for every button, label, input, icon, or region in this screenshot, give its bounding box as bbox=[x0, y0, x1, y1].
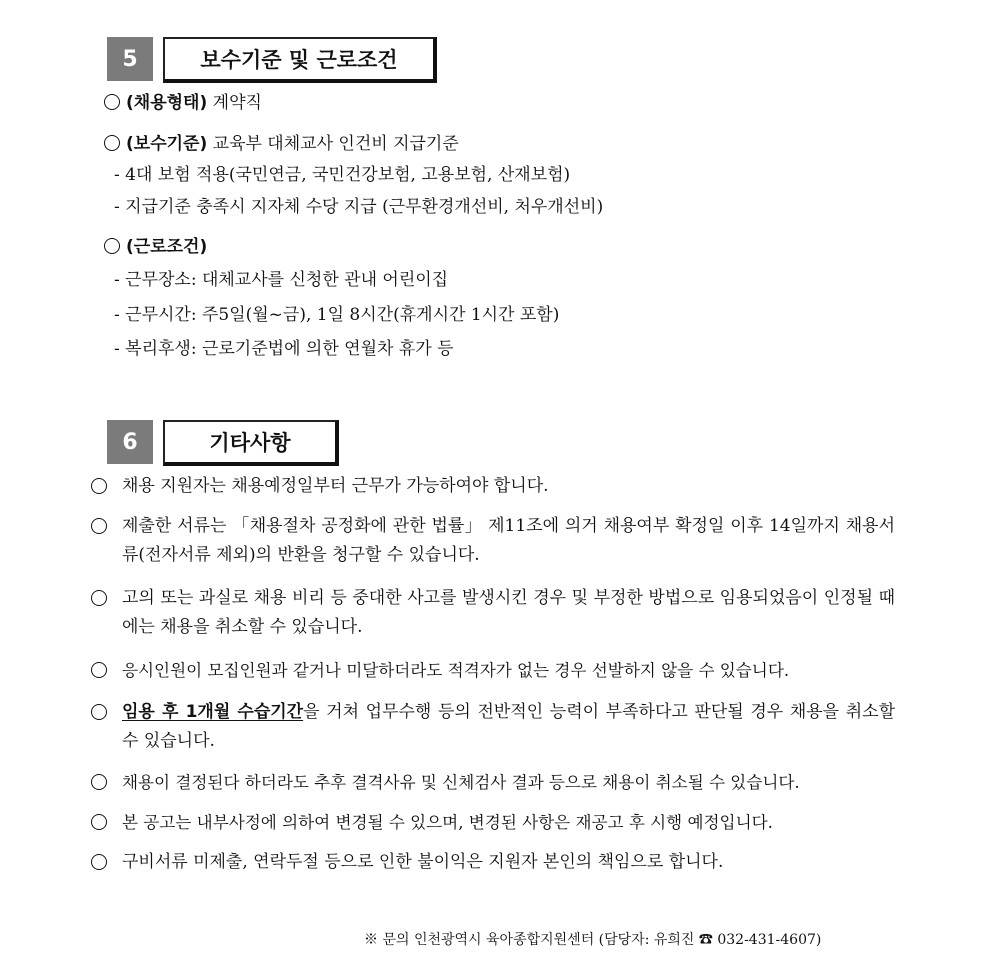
circle-bullet-icon bbox=[91, 704, 107, 720]
phone-icon: ☎ bbox=[698, 932, 713, 948]
circle-bullet-icon bbox=[91, 662, 107, 678]
pay-bullet: - 4대 보험 적용(국민연금, 국민건강보험, 고용보험, 산재보험) bbox=[114, 165, 571, 185]
circle-bullet-icon bbox=[91, 854, 107, 870]
circle-bullet-icon bbox=[104, 94, 120, 110]
probation-emphasis: 임용 후 1개월 수습기간 bbox=[122, 702, 304, 722]
section-title: 보수기준 및 근로조건 bbox=[163, 37, 437, 83]
circle-bullet-icon bbox=[104, 135, 120, 151]
reference-mark: ※ bbox=[364, 932, 378, 948]
section-title: 기타사항 bbox=[163, 420, 339, 466]
circle-bullet-icon bbox=[91, 590, 107, 606]
conditions-bullet: - 복리후생: 근로기준법에 의한 연월차 휴가 등 bbox=[114, 339, 454, 359]
section-number: 5 bbox=[107, 37, 153, 81]
section-number: 6 bbox=[107, 420, 153, 464]
circle-bullet-icon bbox=[91, 814, 107, 830]
circle-bullet-icon bbox=[91, 478, 107, 494]
circle-bullet-icon bbox=[91, 518, 107, 534]
circle-bullet-icon bbox=[91, 774, 107, 790]
employment-type-line: (채용형태) 계약직 bbox=[104, 92, 262, 114]
conditions-line: (근로조건) bbox=[104, 236, 207, 258]
conditions-bullet: - 근무시간: 주5일(월~금), 1일 8시간(휴게시간 1시간 포함) bbox=[114, 305, 560, 325]
circle-bullet-icon bbox=[104, 238, 120, 254]
pay-bullet: - 지급기준 충족시 지자체 수당 지급 (근무환경개선비, 처우개선비) bbox=[114, 197, 604, 217]
conditions-bullet: - 근무장소: 대체교사를 신청한 관내 어린이집 bbox=[114, 270, 449, 290]
pay-line: (보수기준) 교육부 대체교사 인건비 지급기준 bbox=[104, 133, 459, 155]
contact-footer: ※ 문의 인천광역시 육아종합지원센터 (담당자: 유희진 ☎ 032-431-4607) bbox=[364, 932, 822, 948]
phone-number: 032-431-4607) bbox=[717, 932, 822, 948]
